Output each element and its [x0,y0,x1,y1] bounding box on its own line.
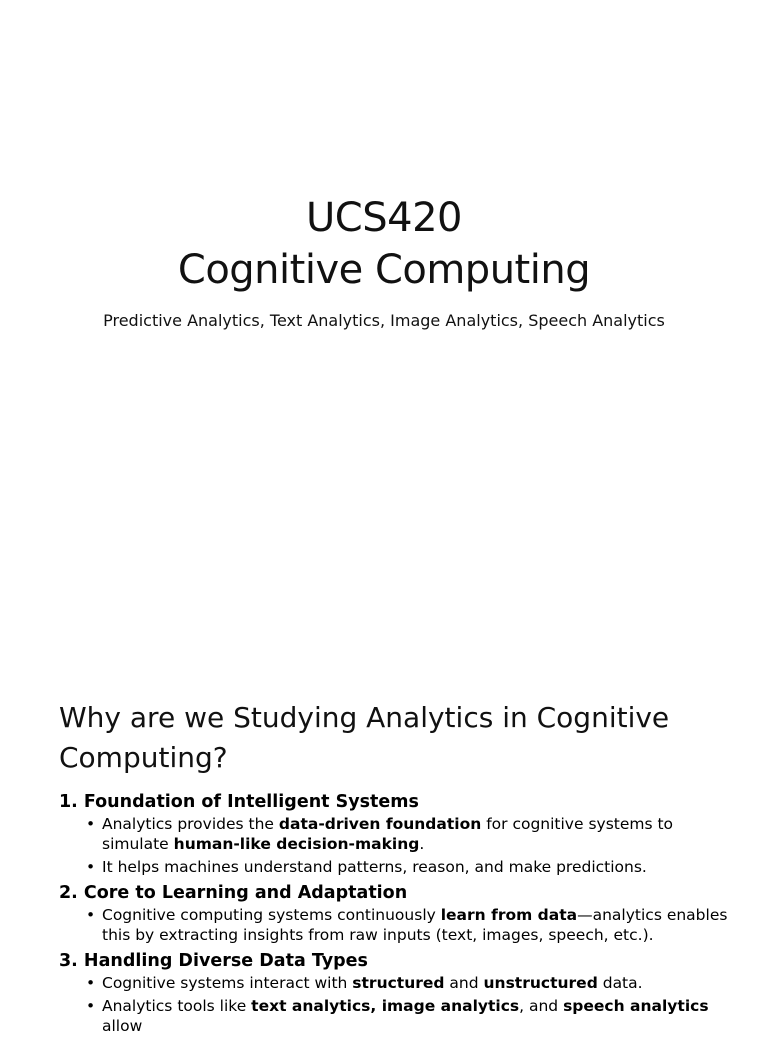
bullet-list [59,905,739,945]
text: data. [597,974,643,992]
bullet-dot-icon: • [86,974,96,992]
section-title: 2. Core to Learning and Adaptation [59,883,408,903]
bullet-list [59,973,739,1036]
bullet-dot-icon: • [86,906,96,924]
bullet-dot-icon: • [86,815,96,833]
text: It helps machines understand patterns, reason, and make predictions. [102,858,647,876]
section-title: 3. Handling Diverse Data Types [59,951,368,971]
bullet-dot-icon: • [86,997,96,1015]
text: for cognitive systems to simulate [102,815,674,853]
slide-subtitle: Predictive Analytics, Text Analytics, Image Analytics, Speech Analytics [103,311,665,330]
section-title: 1. Foundation of Intelligent Systems [59,792,419,812]
bullet-item [59,996,739,1036]
section-2 [59,881,739,945]
text: allow [102,1017,143,1035]
bullet-list [59,814,739,877]
bold-text: text analytics, image analytics [251,997,520,1015]
text: Cognitive computing systems continuously [102,906,441,924]
slide-heading: Why are we Studying Analytics in Cognitive Computing? [59,701,670,774]
bold-text: unstructured [483,974,598,992]
bold-text: human-like decision-making [173,835,420,853]
content-slide [0,576,768,1035]
text: Analytics provides the [102,815,279,833]
section-3 [59,949,739,1036]
course-name-title: Cognitive Computing [177,247,591,293]
bullet-item [59,973,739,993]
section-1 [59,790,739,877]
bold-text: structured [352,974,445,992]
text: . [419,835,425,853]
text: and [444,974,484,992]
bullet-item [59,857,739,877]
bullet-item [59,814,739,854]
slide-content [59,790,739,1040]
bullet-item [59,905,739,945]
course-code-title: UCS420 [306,195,462,241]
bold-text: learn from data [440,906,578,924]
bullet-dot-icon: • [86,858,96,876]
text: —analytics enables this by extracting insights from raw inputs (text, images, speech, etc.). [102,906,728,944]
text: Cognitive systems interact with [102,974,353,992]
bold-text: speech analytics [563,997,709,1015]
text: Analytics tools like [102,997,252,1015]
bold-text: data-driven foundation [278,815,482,833]
text: , and [519,997,564,1015]
